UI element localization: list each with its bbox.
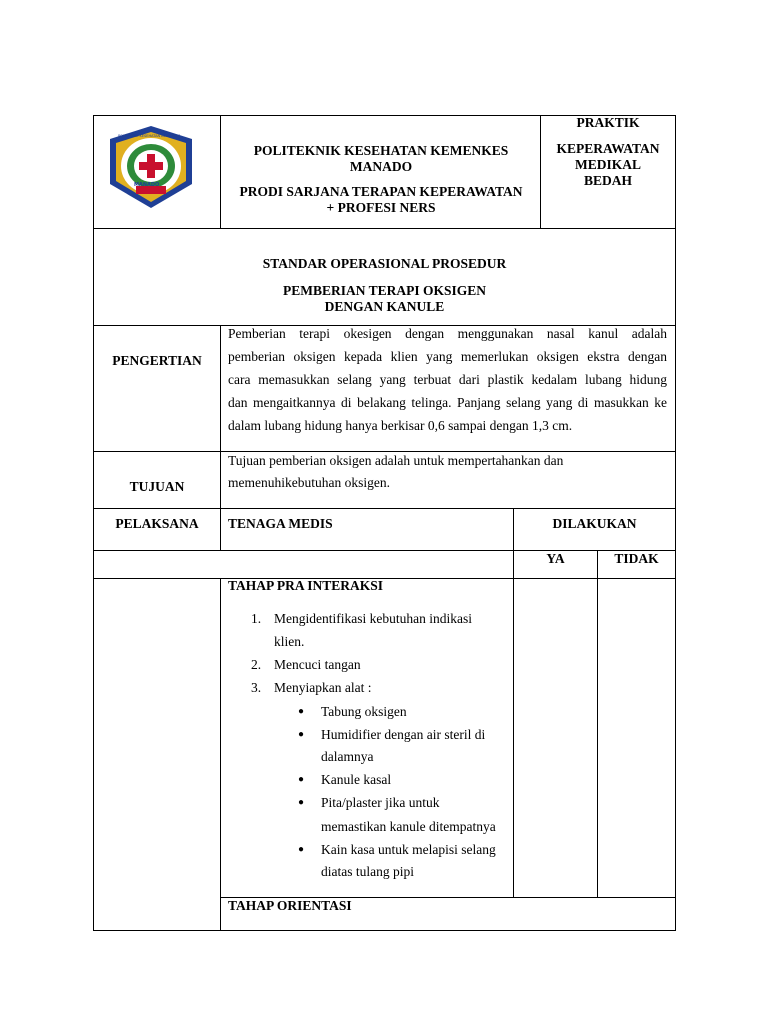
tool-item: Kain kasa untuk melapisi selang bbox=[321, 842, 496, 857]
tool-item: Tabung oksigen bbox=[321, 704, 407, 719]
step-number: 2. bbox=[251, 657, 262, 672]
tool-item-continued: memastikan kanule ditempatnya bbox=[321, 819, 496, 834]
bullet-icon: ● bbox=[298, 706, 305, 717]
tool-item: Kanule kasal bbox=[321, 772, 392, 787]
title-line-2: PEMBERIAN TERAPI OKSIGEN bbox=[282, 283, 487, 298]
pengertian-line-4: dan mengaitkannya di belakang telinga. Panjang selang yang di masukkan ke bbox=[228, 395, 667, 410]
bullet-icon: ● bbox=[298, 729, 305, 740]
tool-item-continued: diatas tulang pipi bbox=[321, 864, 414, 879]
step-number: 1. bbox=[251, 611, 262, 626]
logo-text-top: POLITEKNIK KESEHATAN KEMENKES bbox=[118, 134, 181, 138]
pengertian-line-5: dalam lubang hidung hanya berkisar 0,6 sampai dengan 1,3 cm. bbox=[228, 418, 573, 433]
pengertian-label: PENGERTIAN bbox=[112, 353, 202, 368]
step-text: Menyiapkan alat : bbox=[274, 680, 372, 695]
tool-item: Humidifier dengan air steril di bbox=[321, 727, 486, 742]
program-line-2: + PROFESI NERS bbox=[326, 200, 436, 215]
dilakukan-label: DILAKUKAN bbox=[552, 516, 637, 531]
pengertian-text bbox=[228, 322, 667, 437]
logo-text-bottom: MANADO bbox=[134, 182, 160, 188]
program-line-1: PRODI SARJANA TERAPAN KEPERAWATAN bbox=[239, 184, 523, 199]
practice-line-1: PRAKTIK bbox=[576, 115, 640, 130]
program-name bbox=[222, 184, 540, 216]
tidak-label: TIDAK bbox=[614, 551, 659, 566]
institution-line-2: MANADO bbox=[349, 159, 413, 174]
step-text: Mencuci tangan bbox=[274, 657, 361, 672]
step-number: 3. bbox=[251, 680, 262, 695]
title-line-1: STANDAR OPERASIONAL PROSEDUR bbox=[262, 256, 507, 271]
pengertian-line-3: cara memasukkan selang yang terbuat dari plastik kedalam lubang hidung bbox=[228, 372, 667, 387]
ya-label: YA bbox=[546, 551, 565, 566]
step-text-continued: klien. bbox=[274, 634, 305, 649]
orientasi-heading: TAHAP ORIENTASI bbox=[228, 898, 352, 913]
institution-logo bbox=[106, 124, 196, 210]
pelaksana-value: TENAGA MEDIS bbox=[228, 516, 333, 531]
bullet-icon: ● bbox=[298, 797, 305, 808]
institution-line-1: POLITEKNIK KESEHATAN KEMENKES bbox=[253, 143, 509, 158]
step-text: Mengidentifikasi kebutuhan indikasi bbox=[274, 611, 472, 626]
pengertian-line-1: Pemberian terapi okesigen dengan menggunakan nasal kanul adalah bbox=[228, 326, 667, 341]
pra-interaksi-heading: TAHAP PRA INTERAKSI bbox=[228, 578, 384, 593]
tujuan-line-2: memenuhikebutuhan oksigen. bbox=[228, 475, 390, 490]
pengertian-line-2: pemberian oksigen kepada klien yang memerlukan oksigen ekstra dengan bbox=[228, 349, 667, 364]
title-line-3: DENGAN KANULE bbox=[324, 299, 445, 314]
tujuan-label: TUJUAN bbox=[129, 479, 185, 494]
practice-name bbox=[541, 115, 675, 189]
institution-name bbox=[222, 143, 540, 175]
pelaksana-label: PELAKSANA bbox=[115, 516, 199, 531]
tujuan-line-1: Tujuan pemberian oksigen adalah untuk mempertahankan dan bbox=[228, 453, 564, 468]
practice-line-4: BEDAH bbox=[583, 173, 632, 188]
bullet-icon: ● bbox=[298, 774, 305, 785]
sop-title bbox=[94, 256, 675, 315]
practice-line-3: MEDIKAL bbox=[574, 157, 641, 172]
bullet-icon: ● bbox=[298, 844, 305, 855]
tool-item: Pita/plaster jika untuk bbox=[321, 795, 440, 810]
tool-item-continued: dalamnya bbox=[321, 749, 374, 764]
practice-line-2: KEPERAWATAN bbox=[556, 141, 660, 156]
